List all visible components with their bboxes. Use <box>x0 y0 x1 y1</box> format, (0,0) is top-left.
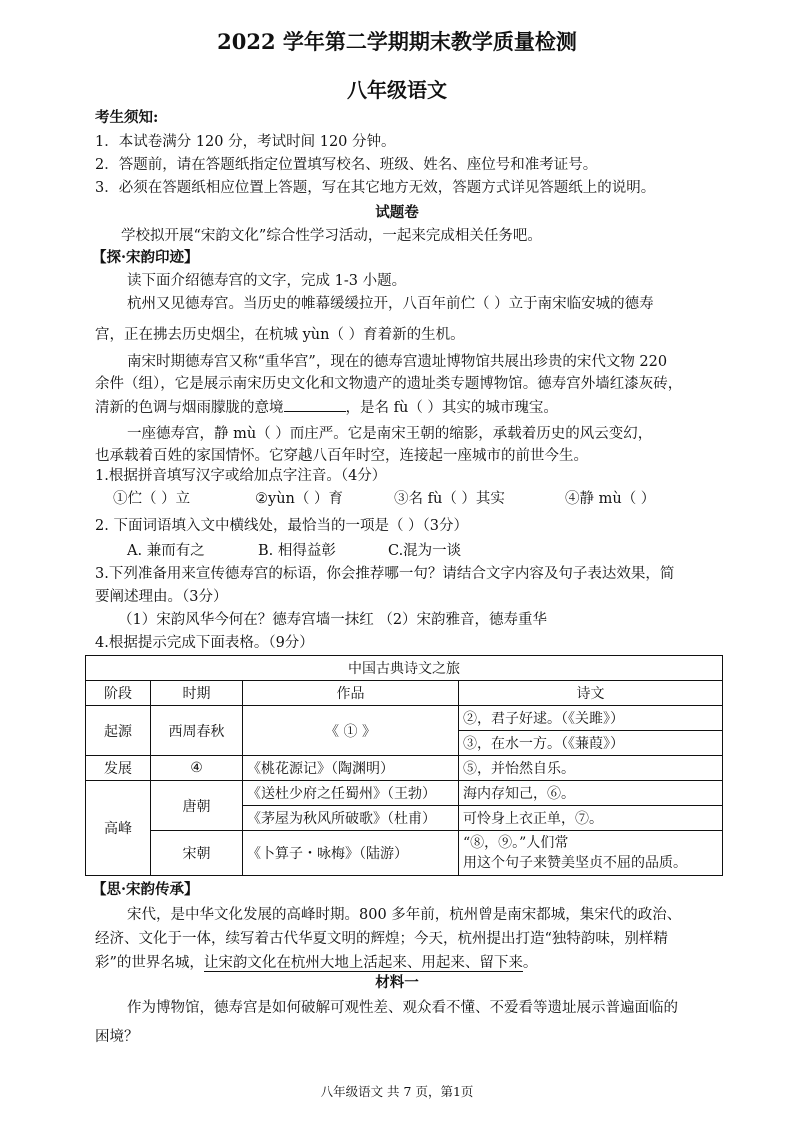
passage-line: 作为博物馆，德寿宫是如何破解可观性差、观众看不懂、不爱看等遗址展示普遍面临的 <box>127 1000 678 1016</box>
table-header: 阶段 <box>86 681 151 706</box>
passage-text: 清新的色调与烟雨朦胧的意境 <box>95 400 284 416</box>
passage-line: 一座德寿宫，静 mù（ ）而庄严。它是南宋王朝的缩影，承载着历史的风云变幻， <box>127 426 653 442</box>
passage-text: 彩”的世界名城， <box>95 955 204 971</box>
verse-cell: ②，君子好逑。（《关雎》） <box>459 706 723 731</box>
exam-title: 2022 学年第二学期期末教学质量检测 <box>217 29 577 54</box>
period-cell: 西周春秋 <box>151 706 243 756</box>
work-cell: 《茅屋为秋风所破歌》（杜甫） <box>243 806 459 831</box>
work-cell: 《 ① 》 <box>243 706 459 756</box>
stage-cell: 发展 <box>86 756 151 781</box>
question-1-stem: 1.根据拼音填写汉字或给加点字注音。（4分） <box>95 468 387 484</box>
section-heading: 【思·宋韵传承】 <box>92 881 199 898</box>
table-header: 作品 <box>243 681 459 706</box>
question-3-stem: 要阐述理由。（3分） <box>95 589 228 605</box>
stage-cell: 高峰 <box>86 781 151 876</box>
section-heading: 【探·宋韵印迹】 <box>92 249 199 266</box>
table-header: 诗文 <box>459 681 723 706</box>
underlined-sentence: 让宋韵文化在杭州大地上活起来、用起来、留下来 <box>203 955 523 971</box>
verse-cell <box>459 831 723 876</box>
passage-line: 杭州又见德寿宫。当历史的帷幕缓缓拉开，八百年前伫（ ）立于南宋临安城的德寿 <box>127 296 654 312</box>
notice-item: 3．必须在答题纸相应位置上答题，写在其它地方无效，答题方式详见答题纸上的说明。 <box>95 180 656 196</box>
question-4-stem: 4.根据提示完成下面表格。（9分） <box>95 635 314 651</box>
table-title: 中国古典诗文之旅 <box>86 656 723 681</box>
q3-options: （1）宋韵风华今何在？德寿宫墙一抹红 （2）宋韵雅音，德寿重华 <box>118 612 548 628</box>
passage-text: 。 <box>522 955 538 971</box>
period-cell: 唐朝 <box>151 781 243 831</box>
passage-text: ，是名 fù（ ）其实的城市瑰宝。 <box>345 400 558 416</box>
q1-item: ④静 mù（ ） <box>565 491 656 507</box>
material-label: 材料一 <box>375 974 419 991</box>
notice-item: 1．本试卷满分 120 分，考试时间 120 分钟。 <box>95 134 396 150</box>
passage-line <box>95 397 558 418</box>
work-cell: 《送杜少府之任蜀州》（王勃） <box>243 781 459 806</box>
paper-label: 试题卷 <box>375 204 419 221</box>
verse-cell: 海内存知己，⑥。 <box>459 781 723 806</box>
table-header: 时期 <box>151 681 243 706</box>
notice-item: 2．答题前，请在答题纸指定位置填写校名、班级、姓名、座位号和准考证号。 <box>95 157 598 173</box>
notice-heading: 考生须知: <box>95 109 159 126</box>
verse-cell: 可怜身上衣正单，⑦。 <box>459 806 723 831</box>
intro-text: 学校拟开展“宋韵文化”综合性学习活动，一起来完成相关任务吧。 <box>121 228 542 244</box>
q1-item: ①伫（ ）立 <box>113 491 191 507</box>
passage-line: 经济、文化于一体，续写着古代华夏文明的辉煌；今天，杭州提出打造“独特韵味，别样精 <box>95 931 668 947</box>
q2-option: A. 兼而有之 <box>127 543 205 559</box>
passage-line: 困境？ <box>95 1029 139 1045</box>
work-cell: 《桃花源记》（陶渊明） <box>243 756 459 781</box>
question-2-stem: 2. 下面词语填入文中横线处，最恰当的一项是（ ）（3分） <box>95 518 469 534</box>
passage-line: 也承载着百姓的家国情怀。它穿越八百年时空，连接起一座城市的前世今生。 <box>95 448 588 464</box>
subject-title: 八年级语文 <box>347 78 447 102</box>
page-footer: 八年级语文 共 7 页，第1页 <box>320 1084 474 1099</box>
passage-line: 南宋时期德寿宫又称“重华宫”，现在的德寿宫遗址博物馆共展出珍贵的宋代文物 220 <box>127 354 668 370</box>
passage-line: 宋代，是中华文化发展的高峰时期。800 多年前，杭州曾是南宋都城，集宋代的政治、 <box>127 907 682 923</box>
verse-cell: ③，在水一方。（《蒹葭》） <box>459 731 723 756</box>
passage-line <box>95 953 537 973</box>
work-cell: 《卜算子・咏梅》（陆游） <box>243 831 459 876</box>
stage-cell: 起源 <box>86 706 151 756</box>
reading-lead: 读下面介绍德寿宫的文字，完成 1-3 小题。 <box>127 273 407 289</box>
poetry-table <box>85 655 723 876</box>
q1-item: ②yùn（ ）育 <box>255 491 343 507</box>
question-3-stem: 3.下列准备用来宣传德寿宫的标语，你会推荐哪一句？请结合文字内容及句子表达效果，简 <box>95 566 675 582</box>
verse-line: “⑧，⑨。”人们常 <box>463 835 569 851</box>
fill-blank <box>284 397 346 412</box>
q2-option: B. 相得益彰 <box>258 543 336 559</box>
verse-cell: ⑤，并怡然自乐。 <box>459 756 723 781</box>
q1-item: ③名 fù（ ）其实 <box>394 491 505 507</box>
passage-line: 余件（组），它是展示南宋历史文化和文物遗产的遗址类专题博物馆。德寿宫外墙红漆灰砖， <box>95 376 683 392</box>
period-cell: 宋朝 <box>151 831 243 876</box>
period-cell: ④ <box>151 756 243 781</box>
verse-line: 用这个句子来赞美坚贞不屈的品质。 <box>463 855 687 871</box>
q2-option: C.混为一谈 <box>388 543 462 559</box>
passage-line: 宫，正在拂去历史烟尘，在杭城 yùn（ ）育着新的生机。 <box>95 327 465 343</box>
